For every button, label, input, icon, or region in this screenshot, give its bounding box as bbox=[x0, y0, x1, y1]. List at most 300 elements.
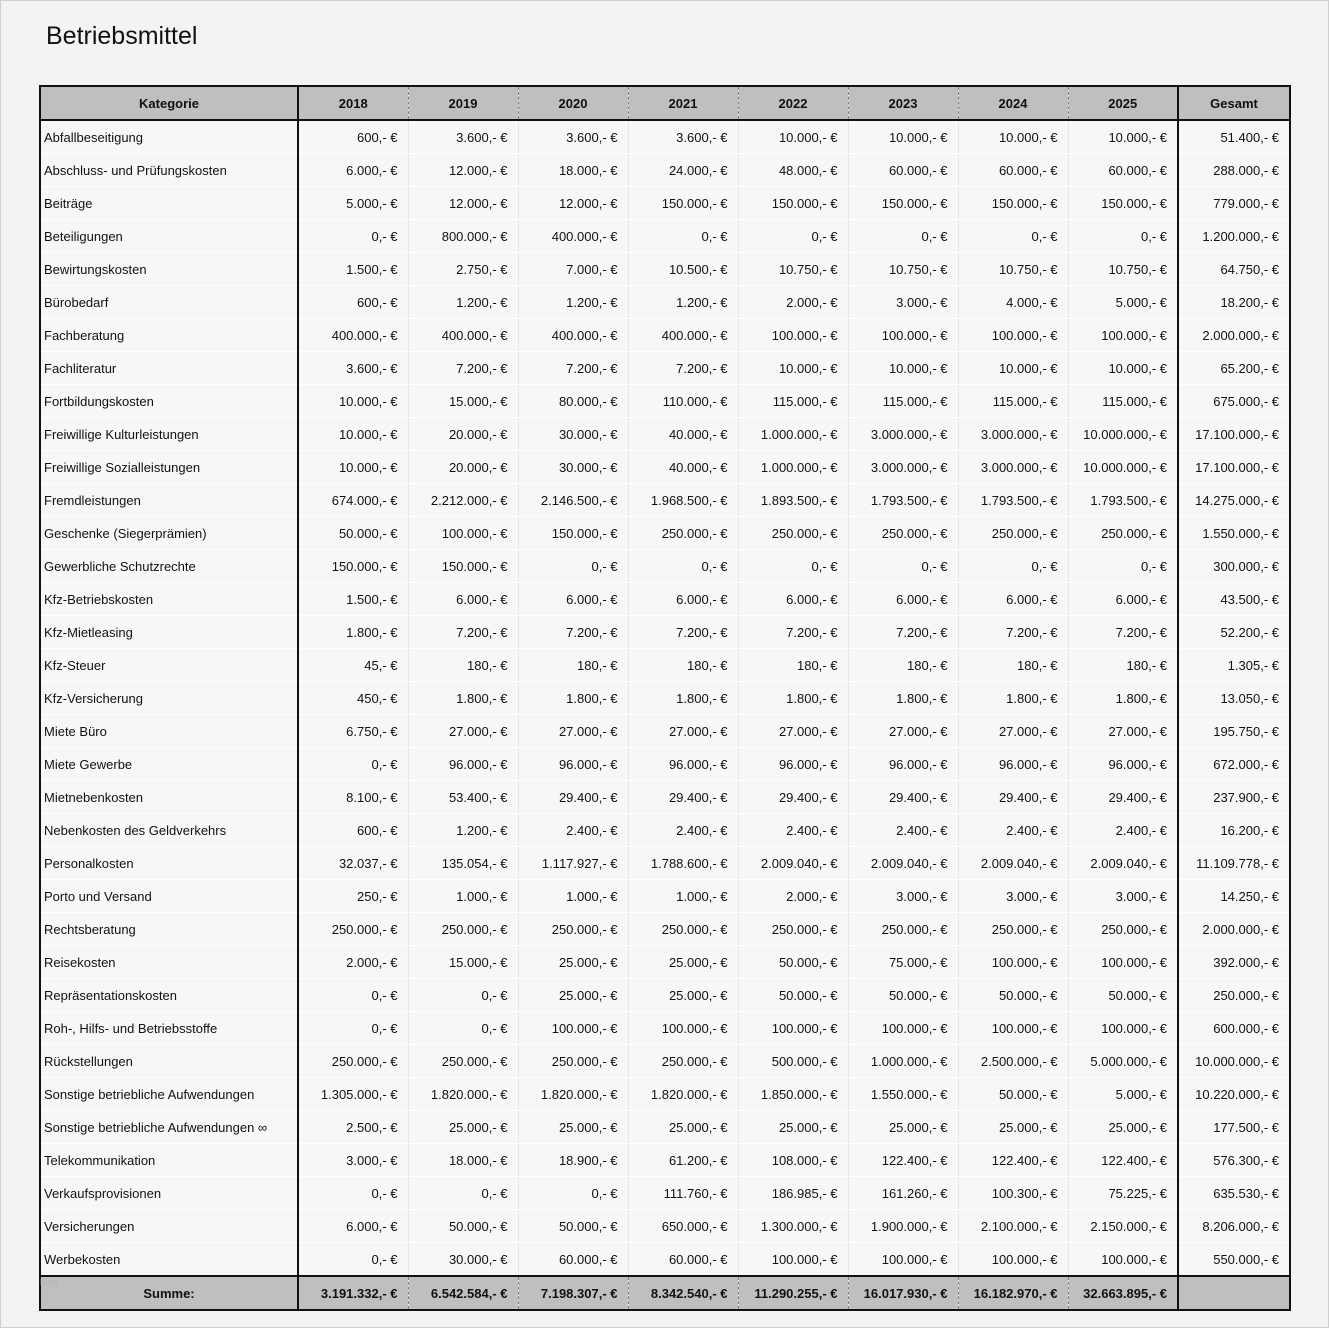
year-value-cell: 96.000,- € bbox=[848, 748, 958, 781]
year-value-cell: 25.000,- € bbox=[958, 1111, 1068, 1144]
year-value-cell: 250.000,- € bbox=[848, 913, 958, 946]
year-value-cell: 7.200,- € bbox=[738, 616, 848, 649]
year-value-cell: 29.400,- € bbox=[738, 781, 848, 814]
year-value-cell: 25.000,- € bbox=[518, 1111, 628, 1144]
year-value-cell: 111.760,- € bbox=[628, 1177, 738, 1210]
year-value-cell: 7.000,- € bbox=[518, 253, 628, 286]
year-value-cell: 1.200,- € bbox=[518, 286, 628, 319]
year-value-cell: 3.000.000,- € bbox=[958, 418, 1068, 451]
total-cell: 13.050,- € bbox=[1178, 682, 1290, 715]
year-value-cell: 122.400,- € bbox=[848, 1144, 958, 1177]
year-value-cell: 1.820.000,- € bbox=[518, 1078, 628, 1111]
year-value-cell: 250.000,- € bbox=[1068, 913, 1178, 946]
year-value-cell: 6.000,- € bbox=[628, 583, 738, 616]
category-cell: Rechtsberatung bbox=[40, 913, 298, 946]
year-value-cell: 6.000,- € bbox=[738, 583, 848, 616]
year-value-cell: 10.000,- € bbox=[848, 120, 958, 154]
year-value-cell: 250.000,- € bbox=[848, 517, 958, 550]
year-value-cell: 250.000,- € bbox=[628, 517, 738, 550]
header-2021: 2021 bbox=[628, 86, 738, 120]
year-value-cell: 450,- € bbox=[298, 682, 408, 715]
year-value-cell: 3.000,- € bbox=[848, 286, 958, 319]
year-value-cell: 1.793.500,- € bbox=[1068, 484, 1178, 517]
year-value-cell: 7.200,- € bbox=[1068, 616, 1178, 649]
total-cell: 250.000,- € bbox=[1178, 979, 1290, 1012]
year-value-cell: 100.000,- € bbox=[408, 517, 518, 550]
year-value-cell: 40.000,- € bbox=[628, 418, 738, 451]
category-cell: Miete Büro bbox=[40, 715, 298, 748]
year-value-cell: 27.000,- € bbox=[628, 715, 738, 748]
sum-cell: 11.290.255,- € bbox=[738, 1276, 848, 1310]
year-value-cell: 96.000,- € bbox=[1068, 748, 1178, 781]
year-value-cell: 2.400,- € bbox=[958, 814, 1068, 847]
category-cell: Beteiligungen bbox=[40, 220, 298, 253]
table-row bbox=[40, 418, 1290, 451]
year-value-cell: 1.800,- € bbox=[958, 682, 1068, 715]
table-row bbox=[40, 154, 1290, 187]
year-value-cell: 1.900.000,- € bbox=[848, 1210, 958, 1243]
total-cell: 65.200,- € bbox=[1178, 352, 1290, 385]
year-value-cell: 0,- € bbox=[298, 1012, 408, 1045]
year-value-cell: 4.000,- € bbox=[958, 286, 1068, 319]
year-value-cell: 27.000,- € bbox=[958, 715, 1068, 748]
total-cell: 52.200,- € bbox=[1178, 616, 1290, 649]
year-value-cell: 250,- € bbox=[298, 880, 408, 913]
header-2025: 2025 bbox=[1068, 86, 1178, 120]
year-value-cell: 6.000,- € bbox=[1068, 583, 1178, 616]
table-row bbox=[40, 1012, 1290, 1045]
year-value-cell: 0,- € bbox=[848, 220, 958, 253]
year-value-cell: 0,- € bbox=[1068, 550, 1178, 583]
year-value-cell: 10.500,- € bbox=[628, 253, 738, 286]
total-cell: 550.000,- € bbox=[1178, 1243, 1290, 1277]
year-value-cell: 8.100,- € bbox=[298, 781, 408, 814]
year-value-cell: 2.400,- € bbox=[738, 814, 848, 847]
year-value-cell: 2.400,- € bbox=[1068, 814, 1178, 847]
year-value-cell: 25.000,- € bbox=[628, 1111, 738, 1144]
year-value-cell: 10.000,- € bbox=[298, 385, 408, 418]
year-value-cell: 1.200,- € bbox=[408, 286, 518, 319]
year-value-cell: 100.000,- € bbox=[848, 319, 958, 352]
year-value-cell: 3.000,- € bbox=[958, 880, 1068, 913]
total-cell: 672.000,- € bbox=[1178, 748, 1290, 781]
year-value-cell: 100.000,- € bbox=[738, 319, 848, 352]
year-value-cell: 108.000,- € bbox=[738, 1144, 848, 1177]
table-row bbox=[40, 847, 1290, 880]
year-value-cell: 1.000,- € bbox=[518, 880, 628, 913]
table-row bbox=[40, 319, 1290, 352]
header-2023: 2023 bbox=[848, 86, 958, 120]
year-value-cell: 7.200,- € bbox=[518, 616, 628, 649]
year-value-cell: 25.000,- € bbox=[628, 946, 738, 979]
year-value-cell: 2.009.040,- € bbox=[1068, 847, 1178, 880]
year-value-cell: 10.750,- € bbox=[848, 253, 958, 286]
table-row bbox=[40, 1078, 1290, 1111]
year-value-cell: 1.800,- € bbox=[1068, 682, 1178, 715]
year-value-cell: 1.800,- € bbox=[628, 682, 738, 715]
year-value-cell: 27.000,- € bbox=[518, 715, 628, 748]
year-value-cell: 115.000,- € bbox=[958, 385, 1068, 418]
year-value-cell: 18.000,- € bbox=[408, 1144, 518, 1177]
total-cell: 237.900,- € bbox=[1178, 781, 1290, 814]
year-value-cell: 50.000,- € bbox=[518, 1210, 628, 1243]
total-cell: 2.000.000,- € bbox=[1178, 319, 1290, 352]
total-cell: 600.000,- € bbox=[1178, 1012, 1290, 1045]
year-value-cell: 150.000,- € bbox=[958, 187, 1068, 220]
year-value-cell: 100.000,- € bbox=[848, 1012, 958, 1045]
year-value-cell: 80.000,- € bbox=[518, 385, 628, 418]
year-value-cell: 1.500,- € bbox=[298, 253, 408, 286]
year-value-cell: 0,- € bbox=[298, 979, 408, 1012]
year-value-cell: 50.000,- € bbox=[738, 946, 848, 979]
year-value-cell: 1.820.000,- € bbox=[628, 1078, 738, 1111]
year-value-cell: 96.000,- € bbox=[518, 748, 628, 781]
year-value-cell: 100.000,- € bbox=[958, 319, 1068, 352]
category-cell: Bewirtungskosten bbox=[40, 253, 298, 286]
sum-row bbox=[40, 1276, 1290, 1310]
year-value-cell: 135.054,- € bbox=[408, 847, 518, 880]
category-cell: Beiträge bbox=[40, 187, 298, 220]
year-value-cell: 96.000,- € bbox=[408, 748, 518, 781]
total-cell: 16.200,- € bbox=[1178, 814, 1290, 847]
year-value-cell: 1.800,- € bbox=[518, 682, 628, 715]
year-value-cell: 2.750,- € bbox=[408, 253, 518, 286]
year-value-cell: 1.200,- € bbox=[628, 286, 738, 319]
year-value-cell: 1.800,- € bbox=[848, 682, 958, 715]
table-row bbox=[40, 1111, 1290, 1144]
year-value-cell: 5.000,- € bbox=[1068, 286, 1178, 319]
year-value-cell: 1.893.500,- € bbox=[738, 484, 848, 517]
category-cell: Nebenkosten des Geldverkehrs bbox=[40, 814, 298, 847]
category-cell: Rückstellungen bbox=[40, 1045, 298, 1078]
table-row bbox=[40, 946, 1290, 979]
sum-total-cell bbox=[1178, 1276, 1290, 1310]
category-cell: Fachliteratur bbox=[40, 352, 298, 385]
year-value-cell: 400.000,- € bbox=[518, 220, 628, 253]
table-row bbox=[40, 1210, 1290, 1243]
year-value-cell: 25.000,- € bbox=[628, 979, 738, 1012]
year-value-cell: 3.000.000,- € bbox=[848, 451, 958, 484]
total-cell: 195.750,- € bbox=[1178, 715, 1290, 748]
year-value-cell: 180,- € bbox=[628, 649, 738, 682]
year-value-cell: 150.000,- € bbox=[298, 550, 408, 583]
year-value-cell: 10.000,- € bbox=[298, 418, 408, 451]
table-row bbox=[40, 352, 1290, 385]
year-value-cell: 45,- € bbox=[298, 649, 408, 682]
year-value-cell: 100.000,- € bbox=[1068, 1012, 1178, 1045]
table-row bbox=[40, 385, 1290, 418]
year-value-cell: 29.400,- € bbox=[1068, 781, 1178, 814]
watermark: Blog bbox=[40, 1277, 59, 1287]
year-value-cell: 2.400,- € bbox=[628, 814, 738, 847]
sum-label: Summe: bbox=[40, 1276, 298, 1310]
table-row bbox=[40, 550, 1290, 583]
year-value-cell: 0,- € bbox=[738, 550, 848, 583]
year-value-cell: 115.000,- € bbox=[848, 385, 958, 418]
year-value-cell: 61.200,- € bbox=[628, 1144, 738, 1177]
year-value-cell: 10.000,- € bbox=[958, 352, 1068, 385]
year-value-cell: 0,- € bbox=[738, 220, 848, 253]
year-value-cell: 12.000,- € bbox=[408, 154, 518, 187]
year-value-cell: 7.200,- € bbox=[518, 352, 628, 385]
total-cell: 17.100.000,- € bbox=[1178, 418, 1290, 451]
year-value-cell: 29.400,- € bbox=[628, 781, 738, 814]
year-value-cell: 180,- € bbox=[958, 649, 1068, 682]
year-value-cell: 1.500,- € bbox=[298, 583, 408, 616]
total-cell: 8.206.000,- € bbox=[1178, 1210, 1290, 1243]
year-value-cell: 186.985,- € bbox=[738, 1177, 848, 1210]
year-value-cell: 150.000,- € bbox=[848, 187, 958, 220]
year-value-cell: 180,- € bbox=[518, 649, 628, 682]
year-value-cell: 250.000,- € bbox=[298, 913, 408, 946]
year-value-cell: 96.000,- € bbox=[958, 748, 1068, 781]
year-value-cell: 25.000,- € bbox=[518, 946, 628, 979]
year-value-cell: 6.750,- € bbox=[298, 715, 408, 748]
year-value-cell: 100.000,- € bbox=[958, 1012, 1068, 1045]
header-kategorie: Kategorie bbox=[40, 86, 298, 120]
year-value-cell: 5.000,- € bbox=[1068, 1078, 1178, 1111]
year-value-cell: 48.000,- € bbox=[738, 154, 848, 187]
year-value-cell: 0,- € bbox=[408, 1177, 518, 1210]
category-cell: Kfz-Steuer bbox=[40, 649, 298, 682]
year-value-cell: 400.000,- € bbox=[518, 319, 628, 352]
year-value-cell: 6.000,- € bbox=[848, 583, 958, 616]
year-value-cell: 1.550.000,- € bbox=[848, 1078, 958, 1111]
table-row bbox=[40, 253, 1290, 286]
category-cell: Kfz-Mietleasing bbox=[40, 616, 298, 649]
year-value-cell: 250.000,- € bbox=[958, 517, 1068, 550]
year-value-cell: 96.000,- € bbox=[628, 748, 738, 781]
year-value-cell: 100.000,- € bbox=[1068, 319, 1178, 352]
year-value-cell: 60.000,- € bbox=[958, 154, 1068, 187]
year-value-cell: 18.900,- € bbox=[518, 1144, 628, 1177]
table-row bbox=[40, 979, 1290, 1012]
year-value-cell: 1.117.927,- € bbox=[518, 847, 628, 880]
page-title: Betriebsmittel bbox=[46, 22, 198, 50]
year-value-cell: 1.968.500,- € bbox=[628, 484, 738, 517]
header-2022: 2022 bbox=[738, 86, 848, 120]
year-value-cell: 10.000,- € bbox=[298, 451, 408, 484]
year-value-cell: 18.000,- € bbox=[518, 154, 628, 187]
year-value-cell: 150.000,- € bbox=[1068, 187, 1178, 220]
header-row bbox=[40, 86, 1290, 120]
year-value-cell: 100.000,- € bbox=[848, 1243, 958, 1277]
year-value-cell: 2.009.040,- € bbox=[848, 847, 958, 880]
year-value-cell: 12.000,- € bbox=[408, 187, 518, 220]
total-cell: 635.530,- € bbox=[1178, 1177, 1290, 1210]
year-value-cell: 1.000,- € bbox=[628, 880, 738, 913]
category-cell: Sonstige betriebliche Aufwendungen ∞ bbox=[40, 1111, 298, 1144]
year-value-cell: 2.009.040,- € bbox=[958, 847, 1068, 880]
year-value-cell: 0,- € bbox=[1068, 220, 1178, 253]
year-value-cell: 25.000,- € bbox=[738, 1111, 848, 1144]
year-value-cell: 0,- € bbox=[298, 220, 408, 253]
year-value-cell: 3.000,- € bbox=[1068, 880, 1178, 913]
year-value-cell: 1.000.000,- € bbox=[848, 1045, 958, 1078]
year-value-cell: 3.000,- € bbox=[848, 880, 958, 913]
year-value-cell: 2.100.000,- € bbox=[958, 1210, 1068, 1243]
year-value-cell: 6.000,- € bbox=[518, 583, 628, 616]
year-value-cell: 0,- € bbox=[518, 550, 628, 583]
total-cell: 300.000,- € bbox=[1178, 550, 1290, 583]
year-value-cell: 1.300.000,- € bbox=[738, 1210, 848, 1243]
year-value-cell: 150.000,- € bbox=[518, 517, 628, 550]
year-value-cell: 0,- € bbox=[408, 979, 518, 1012]
sum-cell: 3.191.332,- € bbox=[298, 1276, 408, 1310]
year-value-cell: 250.000,- € bbox=[518, 913, 628, 946]
sum-cell: 32.663.895,- € bbox=[1068, 1276, 1178, 1310]
year-value-cell: 30.000,- € bbox=[518, 451, 628, 484]
year-value-cell: 1.850.000,- € bbox=[738, 1078, 848, 1111]
year-value-cell: 0,- € bbox=[298, 1177, 408, 1210]
year-value-cell: 3.600,- € bbox=[298, 352, 408, 385]
total-cell: 17.100.000,- € bbox=[1178, 451, 1290, 484]
year-value-cell: 1.200,- € bbox=[408, 814, 518, 847]
year-value-cell: 250.000,- € bbox=[738, 913, 848, 946]
year-value-cell: 122.400,- € bbox=[958, 1144, 1068, 1177]
year-value-cell: 122.400,- € bbox=[1068, 1144, 1178, 1177]
sum-cell: 7.198.307,- € bbox=[518, 1276, 628, 1310]
header-2024: 2024 bbox=[958, 86, 1068, 120]
year-value-cell: 25.000,- € bbox=[518, 979, 628, 1012]
table-row bbox=[40, 1243, 1290, 1277]
year-value-cell: 150.000,- € bbox=[738, 187, 848, 220]
table-row bbox=[40, 748, 1290, 781]
year-value-cell: 674.000,- € bbox=[298, 484, 408, 517]
total-cell: 64.750,- € bbox=[1178, 253, 1290, 286]
year-value-cell: 100.000,- € bbox=[738, 1243, 848, 1277]
year-value-cell: 2.400,- € bbox=[848, 814, 958, 847]
year-value-cell: 2.009.040,- € bbox=[738, 847, 848, 880]
year-value-cell: 250.000,- € bbox=[1068, 517, 1178, 550]
year-value-cell: 1.305.000,- € bbox=[298, 1078, 408, 1111]
year-value-cell: 3.000,- € bbox=[298, 1144, 408, 1177]
year-value-cell: 3.600,- € bbox=[518, 120, 628, 154]
year-value-cell: 100.000,- € bbox=[958, 946, 1068, 979]
year-value-cell: 2.400,- € bbox=[518, 814, 628, 847]
year-value-cell: 2.146.500,- € bbox=[518, 484, 628, 517]
year-value-cell: 400.000,- € bbox=[628, 319, 738, 352]
table-row bbox=[40, 682, 1290, 715]
year-value-cell: 100.000,- € bbox=[738, 1012, 848, 1045]
table-row bbox=[40, 1144, 1290, 1177]
year-value-cell: 15.000,- € bbox=[408, 385, 518, 418]
year-value-cell: 60.000,- € bbox=[518, 1243, 628, 1277]
total-cell: 1.305,- € bbox=[1178, 649, 1290, 682]
year-value-cell: 7.200,- € bbox=[408, 352, 518, 385]
table-row bbox=[40, 583, 1290, 616]
year-value-cell: 50.000,- € bbox=[738, 979, 848, 1012]
year-value-cell: 5.000.000,- € bbox=[1068, 1045, 1178, 1078]
category-cell: Werbekosten bbox=[40, 1243, 298, 1277]
total-cell: 51.400,- € bbox=[1178, 120, 1290, 154]
total-cell: 14.250,- € bbox=[1178, 880, 1290, 913]
year-value-cell: 1.800,- € bbox=[738, 682, 848, 715]
year-value-cell: 25.000,- € bbox=[1068, 1111, 1178, 1144]
year-value-cell: 50.000,- € bbox=[958, 1078, 1068, 1111]
year-value-cell: 1.788.600,- € bbox=[628, 847, 738, 880]
year-value-cell: 100.300,- € bbox=[958, 1177, 1068, 1210]
table-row bbox=[40, 286, 1290, 319]
total-cell: 10.220.000,- € bbox=[1178, 1078, 1290, 1111]
year-value-cell: 75.000,- € bbox=[848, 946, 958, 979]
year-value-cell: 10.000,- € bbox=[1068, 120, 1178, 154]
year-value-cell: 60.000,- € bbox=[628, 1243, 738, 1277]
year-value-cell: 50.000,- € bbox=[848, 979, 958, 1012]
category-cell: Gewerbliche Schutzrechte bbox=[40, 550, 298, 583]
table-row bbox=[40, 1177, 1290, 1210]
category-cell: Porto und Versand bbox=[40, 880, 298, 913]
year-value-cell: 96.000,- € bbox=[738, 748, 848, 781]
year-value-cell: 180,- € bbox=[408, 649, 518, 682]
year-value-cell: 1.793.500,- € bbox=[958, 484, 1068, 517]
year-value-cell: 250.000,- € bbox=[408, 1045, 518, 1078]
year-value-cell: 25.000,- € bbox=[848, 1111, 958, 1144]
year-value-cell: 32.037,- € bbox=[298, 847, 408, 880]
table-row bbox=[40, 649, 1290, 682]
year-value-cell: 110.000,- € bbox=[628, 385, 738, 418]
table-row bbox=[40, 220, 1290, 253]
year-value-cell: 400.000,- € bbox=[298, 319, 408, 352]
total-cell: 1.200.000,- € bbox=[1178, 220, 1290, 253]
header-2019: 2019 bbox=[408, 86, 518, 120]
year-value-cell: 150.000,- € bbox=[628, 187, 738, 220]
year-value-cell: 29.400,- € bbox=[848, 781, 958, 814]
year-value-cell: 10.000,- € bbox=[958, 120, 1068, 154]
header-2020: 2020 bbox=[518, 86, 628, 120]
category-cell: Kfz-Betriebskosten bbox=[40, 583, 298, 616]
category-cell: Kfz-Versicherung bbox=[40, 682, 298, 715]
category-cell: Abschluss- und Prüfungskosten bbox=[40, 154, 298, 187]
year-value-cell: 10.750,- € bbox=[738, 253, 848, 286]
total-cell: 576.300,- € bbox=[1178, 1144, 1290, 1177]
year-value-cell: 150.000,- € bbox=[408, 550, 518, 583]
header-gesamt: Gesamt bbox=[1178, 86, 1290, 120]
year-value-cell: 10.000,- € bbox=[738, 120, 848, 154]
year-value-cell: 100.000,- € bbox=[628, 1012, 738, 1045]
year-value-cell: 161.260,- € bbox=[848, 1177, 958, 1210]
year-value-cell: 3.000.000,- € bbox=[958, 451, 1068, 484]
year-value-cell: 0,- € bbox=[628, 550, 738, 583]
total-cell: 43.500,- € bbox=[1178, 583, 1290, 616]
total-cell: 2.000.000,- € bbox=[1178, 913, 1290, 946]
year-value-cell: 10.000,- € bbox=[1068, 352, 1178, 385]
sum-cell: 6.542.584,- € bbox=[408, 1276, 518, 1310]
category-cell: Sonstige betriebliche Aufwendungen bbox=[40, 1078, 298, 1111]
year-value-cell: 1.000.000,- € bbox=[738, 451, 848, 484]
table-row bbox=[40, 451, 1290, 484]
year-value-cell: 40.000,- € bbox=[628, 451, 738, 484]
year-value-cell: 2.000,- € bbox=[738, 286, 848, 319]
year-value-cell: 400.000,- € bbox=[408, 319, 518, 352]
table-row bbox=[40, 913, 1290, 946]
year-value-cell: 10.750,- € bbox=[1068, 253, 1178, 286]
total-cell: 10.000.000,- € bbox=[1178, 1045, 1290, 1078]
year-value-cell: 20.000,- € bbox=[408, 418, 518, 451]
year-value-cell: 250.000,- € bbox=[958, 913, 1068, 946]
table-row bbox=[40, 187, 1290, 220]
table-row bbox=[40, 616, 1290, 649]
year-value-cell: 2.000,- € bbox=[738, 880, 848, 913]
category-cell: Freiwillige Kulturleistungen bbox=[40, 418, 298, 451]
year-value-cell: 100.000,- € bbox=[958, 1243, 1068, 1277]
year-value-cell: 250.000,- € bbox=[518, 1045, 628, 1078]
year-value-cell: 10.750,- € bbox=[958, 253, 1068, 286]
total-cell: 11.109.778,- € bbox=[1178, 847, 1290, 880]
year-value-cell: 100.000,- € bbox=[1068, 946, 1178, 979]
year-value-cell: 27.000,- € bbox=[408, 715, 518, 748]
year-value-cell: 250.000,- € bbox=[738, 517, 848, 550]
